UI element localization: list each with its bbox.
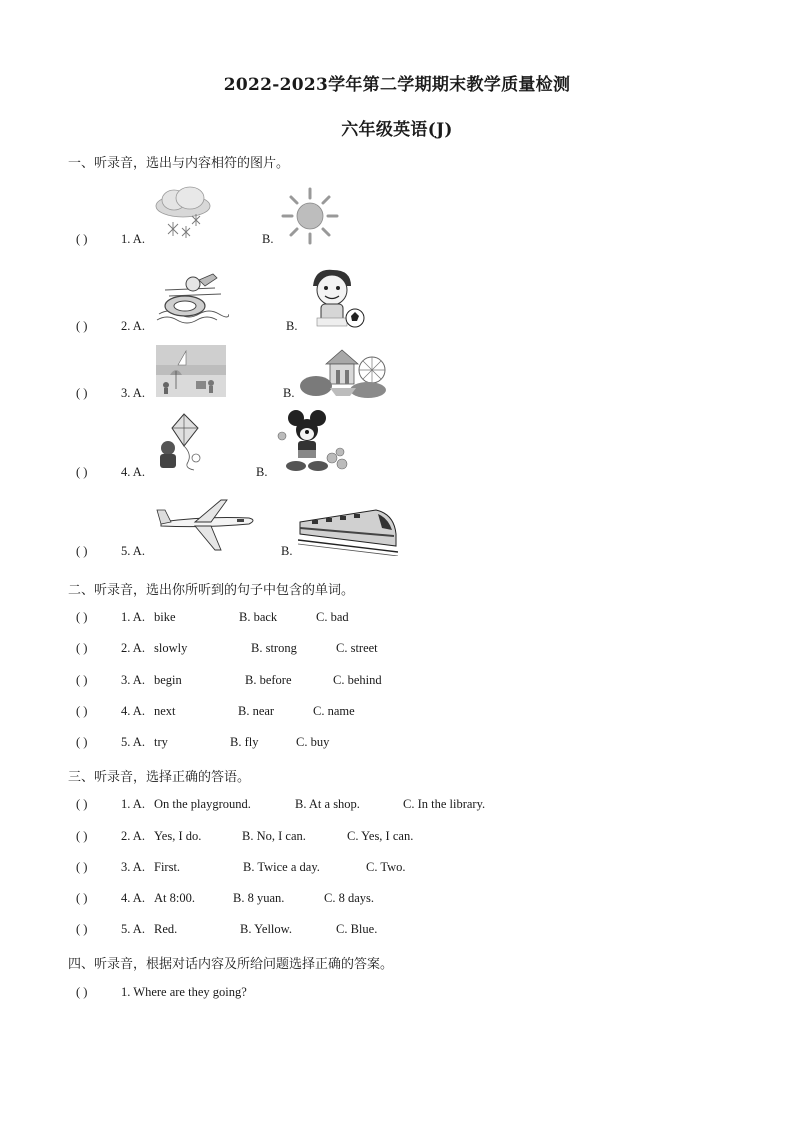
option-b: B. 8 yuan. [233,891,285,905]
option-b-label: B. [281,544,293,558]
answer-blank[interactable]: ( ) [76,797,88,811]
answer-blank[interactable]: ( ) [76,319,88,333]
part1-question-1 [0,232,794,250]
snow-cloud-icon [152,186,214,244]
answer-blank[interactable]: ( ) [76,641,88,655]
option-b-label: B. [286,319,298,333]
option-a: bike [154,610,176,624]
part2-question-2 [0,641,794,659]
option-a: begin [154,673,182,687]
part3-question-2 [0,829,794,847]
question-number: 2. A. [121,641,145,655]
sun-icon [280,186,340,246]
kite-flying-icon [154,412,206,472]
option-b: B. Yellow. [240,922,292,936]
amusement-park-icon [300,346,388,398]
option-a: Red. [154,922,178,936]
exam-subtitle: 六年级英语(J) [341,120,453,140]
question-number: 2. A. [121,829,145,843]
option-c: C. Two. [366,860,406,874]
question-number: 5. A. [121,922,145,936]
exam-title: 2022-2023学年第二学期期末教学质量检测 [223,75,571,95]
option-a: try [154,735,168,749]
part2-question-3 [0,673,794,691]
section-1-heading: 一、听录音，选出与内容相符的图片。 [68,156,290,171]
option-b-label: B. [283,386,295,400]
answer-blank[interactable]: ( ) [76,735,88,749]
beach-scene-icon [156,345,226,397]
option-a: slowly [154,641,188,655]
option-c: C. name [313,704,355,718]
option-c: C. behind [333,673,382,687]
part3-question-1 [0,797,794,815]
option-c: C. street [336,641,378,655]
option-b: B. No, I can. [242,829,306,843]
part2-question-5 [0,735,794,753]
option-b: B. strong [251,641,297,655]
answer-blank[interactable]: ( ) [76,610,88,624]
answer-blank[interactable]: ( ) [76,891,88,905]
answer-blank[interactable]: ( ) [76,985,88,999]
part1-question-4 [0,465,794,483]
mickey-mouse-icon [272,408,352,474]
section-3-heading: 三、听录音，选择正确的答语。 [68,770,251,785]
option-b-label: B. [262,232,274,246]
option-b: B. At a shop. [295,797,360,811]
part2-question-1 [0,610,794,628]
airplane-icon [155,496,257,554]
question-number: 4. A. [121,704,145,718]
answer-blank[interactable]: ( ) [76,704,88,718]
answer-blank[interactable]: ( ) [76,465,88,479]
option-b: B. before [245,673,292,687]
part2-question-4 [0,704,794,722]
answer-blank[interactable]: ( ) [76,829,88,843]
option-a: next [154,704,176,718]
option-a: On the playground. [154,797,251,811]
option-a: Yes, I do. [154,829,202,843]
answer-blank[interactable]: ( ) [76,544,88,558]
answer-blank[interactable]: ( ) [76,860,88,874]
answer-blank[interactable]: ( ) [76,386,88,400]
answer-blank[interactable]: ( ) [76,673,88,687]
question-number: 1. A. [121,797,145,811]
section-2-heading: 二、听录音，选出你所听到的句子中包含的单词。 [68,583,355,598]
part3-question-3 [0,860,794,878]
question-number: 1. A. [121,610,145,624]
answer-blank[interactable]: ( ) [76,232,88,246]
boy-football-icon [303,266,367,330]
option-c: C. Blue. [336,922,378,936]
option-b: B. Twice a day. [243,860,320,874]
option-c: C. buy [296,735,330,749]
part1-question-2 [0,319,794,337]
question-number: 3. A. [121,673,145,687]
option-c: C. 8 days. [324,891,374,905]
part3-question-5 [0,922,794,940]
option-c: C. bad [316,610,349,624]
option-b: B. back [239,610,278,624]
question-number: 5. A. [121,735,145,749]
option-a-label: 1. A. [121,232,145,246]
option-a-label: 5. A. [121,544,145,558]
train-icon [298,504,398,556]
option-b: B. fly [230,735,259,749]
part3-question-4 [0,891,794,909]
swimming-icon [155,270,229,328]
answer-blank[interactable]: ( ) [76,922,88,936]
question-number: 4. A. [121,891,145,905]
option-a-label: 3. A. [121,386,145,400]
option-a: First. [154,860,181,874]
option-c: C. Yes, I can. [347,829,414,843]
option-c: C. In the library. [403,797,486,811]
option-a: At 8:00. [154,891,195,905]
part1-question-3 [0,386,794,404]
option-a-label: 4. A. [121,465,145,479]
section-4-heading: 四、听录音，根据对话内容及所给问题选择正确的答案。 [68,957,394,972]
option-a-label: 2. A. [121,319,145,333]
part4-question-1 [0,985,794,1003]
option-b: B. near [238,704,275,718]
question-text: 1. Where are they going? [121,985,247,999]
question-number: 3. A. [121,860,145,874]
option-b-label: B. [256,465,268,479]
